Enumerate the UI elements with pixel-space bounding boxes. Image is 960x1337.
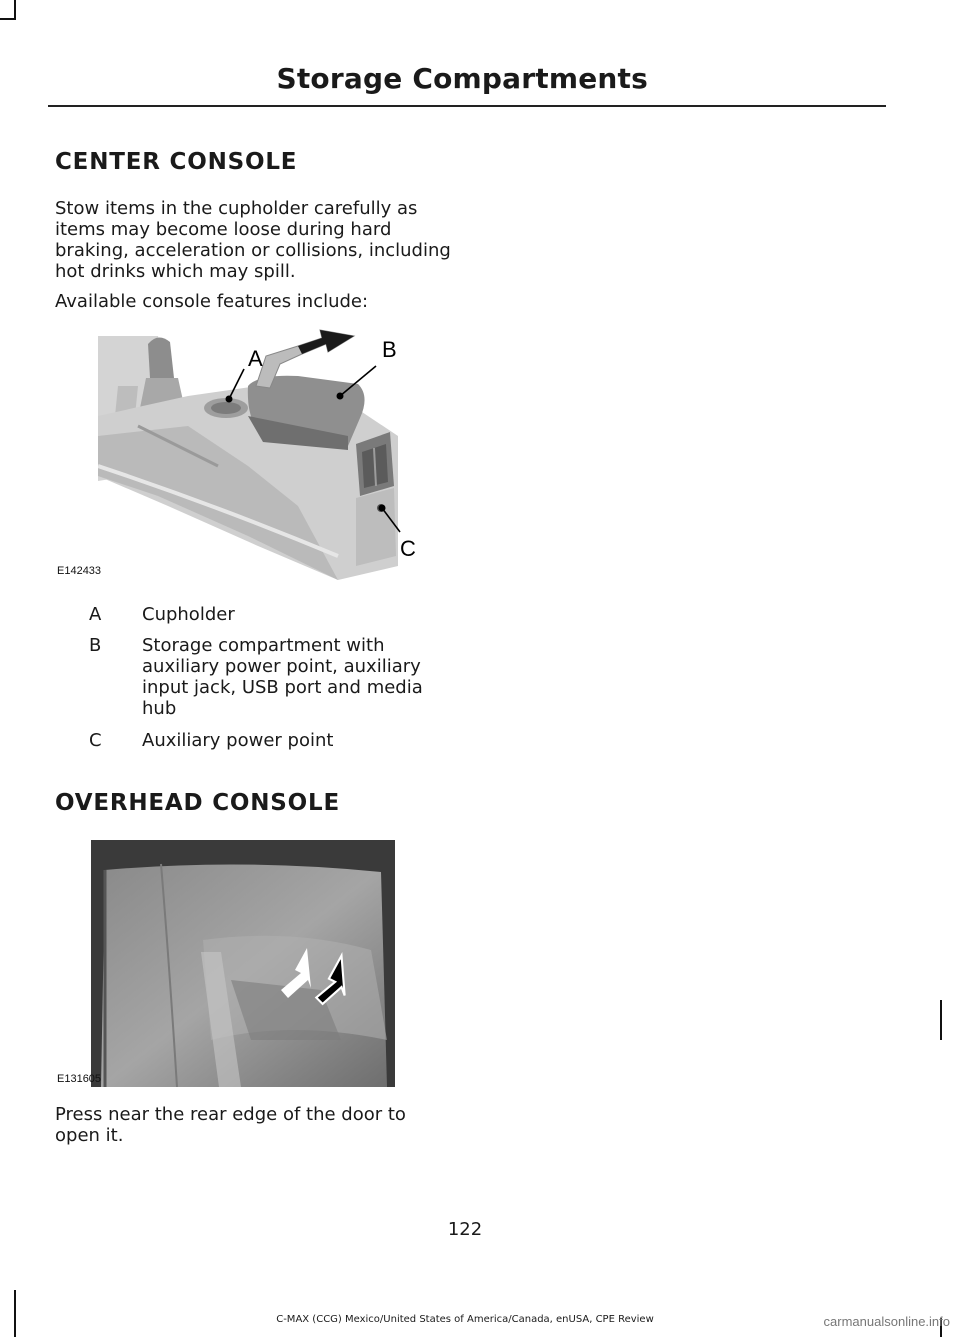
legend-item: [55, 604, 455, 626]
crop-mark-top-left-v: [14, 0, 16, 20]
callout-b: B: [382, 337, 397, 362]
features-intro: Available console features include:: [55, 291, 369, 312]
callout-c: C: [400, 536, 416, 561]
overhead-console-figure: [91, 840, 395, 1087]
watermark: carmanualsonline.info: [823, 1314, 950, 1329]
footer-document-id: C-MAX (CCG) Mexico/United States of America/Canada, enUSA, CPE Review: [276, 1314, 654, 1325]
header-divider: [48, 105, 886, 107]
overhead-console-photo: [91, 840, 395, 1087]
page-number: 122: [447, 1219, 483, 1240]
callout-a: A: [248, 346, 263, 371]
page-title: Storage Compartments: [276, 62, 648, 95]
crop-mark-right-v: [940, 1000, 942, 1040]
legend-text: Cupholder: [142, 604, 235, 625]
legend-letter: B: [89, 635, 102, 656]
legend-item: [55, 635, 455, 721]
center-console-figure: [98, 326, 446, 580]
legend-letter: A: [89, 604, 102, 625]
figure-code-center-console: E142433: [57, 565, 102, 577]
center-console-illustration: [98, 326, 446, 580]
section-heading-overhead-console: OVERHEAD CONSOLE: [55, 790, 340, 816]
overhead-console-instruction: Press near the rear edge of the door to open it.: [55, 1104, 406, 1146]
legend-item: [55, 730, 455, 752]
center-console-warning-paragraph: Stow items in the cupholder carefully as items may become loose during hard braking, acceleration or collisions, including hot drinks which may spill.: [55, 198, 451, 282]
legend-text: Auxiliary power point: [142, 730, 334, 751]
section-heading-center-console: CENTER CONSOLE: [55, 149, 298, 175]
legend-text: Storage compartment with auxiliary power point, auxiliary input jack, USB port and media hub: [142, 635, 423, 719]
legend-letter: C: [89, 730, 102, 751]
figure-code-overhead-console: E131605: [57, 1073, 102, 1085]
crop-mark-top-left-h: [0, 18, 16, 20]
